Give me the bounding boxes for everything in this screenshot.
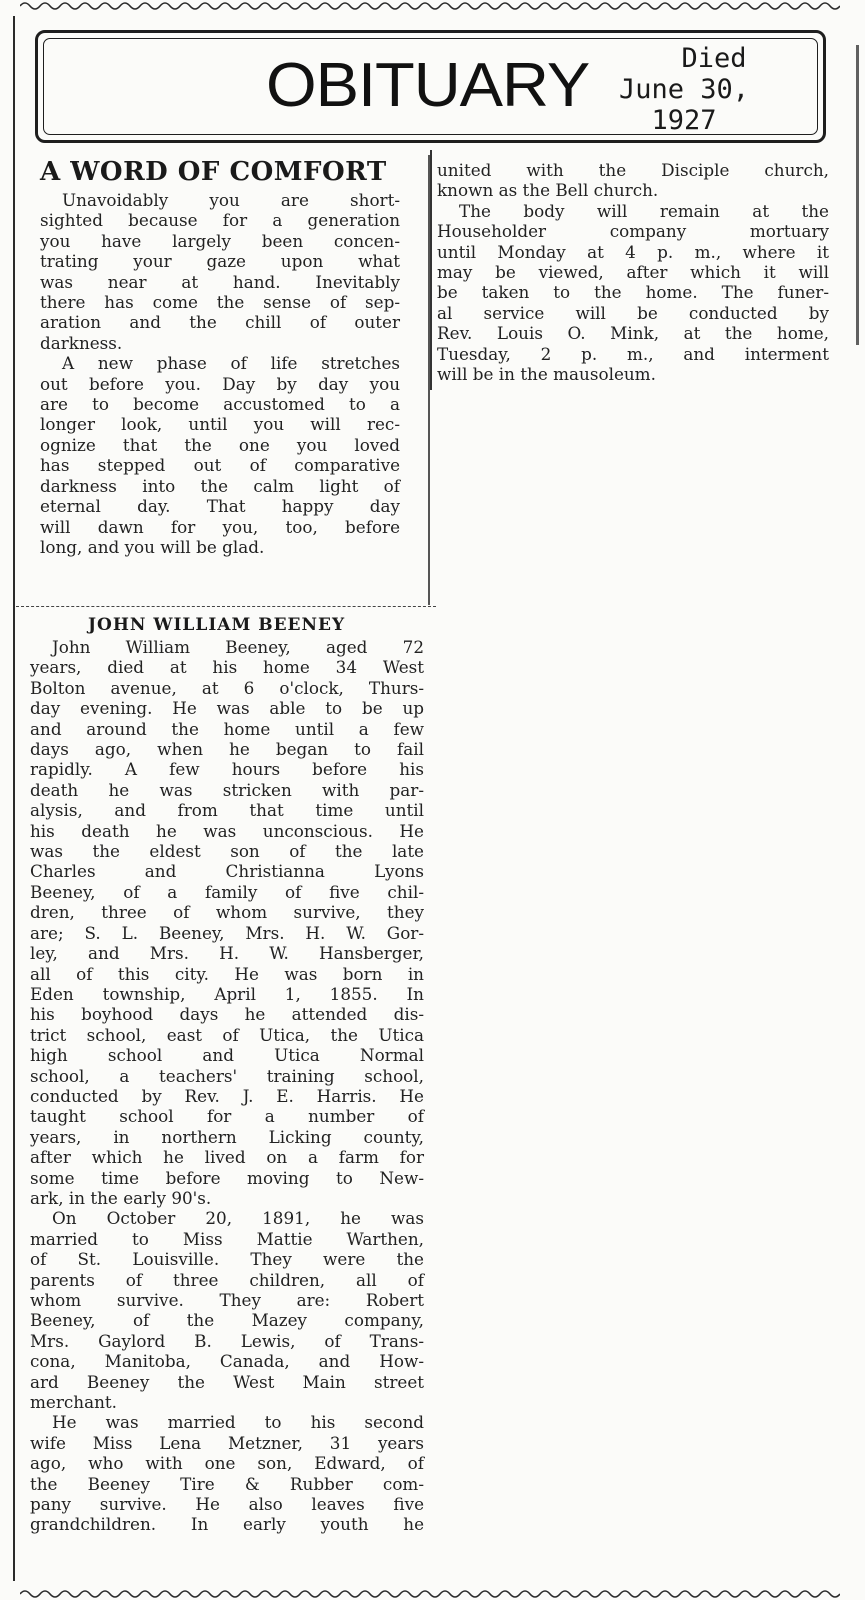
died-label: Died: [681, 43, 747, 74]
text-line: death he was stricken with par-: [30, 779, 424, 800]
masthead-title: OBITUARY: [266, 51, 590, 120]
text-line: all of this city. He was born in: [30, 963, 424, 984]
text-line: has stepped out of comparative: [40, 455, 400, 476]
text-line: He was married to his second: [52, 1412, 424, 1433]
text-line: of St. Louisville. They were the: [30, 1249, 424, 1270]
text-line: whom survive. They are: Robert: [30, 1290, 424, 1310]
column-divider: [430, 150, 432, 390]
text-line: darkness into the calm light of: [40, 475, 400, 496]
text-line: Eden township, April 1, 1855. In: [30, 983, 424, 1004]
died-date: June 30,: [618, 74, 750, 105]
text-line: aration and the chill of outer: [40, 312, 400, 333]
text-line: The body will remain at the: [459, 200, 829, 221]
left-column-rule: [13, 16, 15, 1581]
text-line: out before you. Day by day you: [40, 373, 400, 394]
text-line: eternal day. That happy day: [40, 496, 400, 517]
text-line: Beeney, of the Mazey company,: [30, 1310, 424, 1331]
beeney-continuation: [437, 160, 829, 384]
text-line: until Monday at 4 p. m., where it: [437, 241, 829, 262]
text-line: will be in the mausoleum.: [437, 364, 656, 385]
text-line: grandchildren. In early youth he: [30, 1514, 424, 1535]
obituary-masthead: [35, 30, 826, 143]
text-line: dren, three of whom survive, they: [30, 902, 424, 923]
text-line: alysis, and from that time until: [30, 800, 424, 821]
text-line: ark, in the early 90's.: [30, 1187, 212, 1208]
text-line: was the eldest son of the late: [30, 841, 424, 862]
text-line: Beeney, of a family of five chil-: [30, 881, 424, 902]
text-line: some time before moving to New-: [30, 1167, 424, 1188]
died-year: 1927: [651, 105, 717, 136]
text-line: married to Miss Mattie Warthen,: [30, 1228, 424, 1249]
text-line: after which he lived on a farm for: [30, 1147, 424, 1168]
text-line: may be viewed, after which it will: [437, 262, 829, 283]
beeney-heading: JOHN WILLIAM BEENEY: [88, 615, 346, 635]
section-divider: [16, 606, 436, 607]
text-line: taught school for a number of: [30, 1106, 424, 1127]
comfort-article: [40, 190, 400, 557]
text-line: darkness.: [40, 332, 123, 353]
text-line: pany survive. He also leaves five: [30, 1494, 424, 1515]
text-line: ley, and Mrs. H. W. Hansberger,: [30, 943, 424, 964]
text-line: rapidly. A few hours before his: [30, 759, 424, 780]
text-line: years, in northern Licking county,: [30, 1126, 424, 1147]
text-line: Householder company mortuary: [437, 221, 829, 242]
text-line: wife Miss Lena Metzner, 31 years: [30, 1432, 424, 1453]
text-line: John William Beeney, aged 72: [52, 637, 424, 657]
text-line: his death he was unconscious. He: [30, 820, 424, 841]
text-line: the Beeney Tire & Rubber com-: [30, 1473, 424, 1494]
column-divider-left: [428, 155, 430, 605]
right-edge-rule: [856, 45, 859, 345]
text-line: Bolton avenue, at 6 o'clock, Thurs-: [30, 677, 424, 698]
text-line: ago, who with one son, Edward, of: [30, 1453, 424, 1474]
text-line: parents of three children, all of: [30, 1269, 424, 1290]
text-line: Mrs. Gaylord B. Lewis, of Trans-: [30, 1330, 424, 1351]
text-line: sighted because for a generation: [40, 210, 400, 231]
text-line: was near at hand. Inevitably: [40, 271, 400, 292]
text-line: you have largely been concen-: [40, 230, 400, 251]
text-line: school, a teachers' training school,: [30, 1065, 424, 1086]
text-line: be taken to the home. The funer-: [437, 282, 829, 303]
text-line: Rev. Louis O. Mink, at the home,: [437, 323, 829, 344]
text-line: al service will be conducted by: [437, 302, 829, 323]
text-line: will dawn for you, too, before: [40, 516, 400, 537]
text-line: conducted by Rev. J. E. Harris. He: [30, 1085, 424, 1106]
died-date-block: [584, 43, 784, 136]
text-line: known as the Bell church.: [437, 180, 659, 201]
top-wavy-rule: [20, 0, 840, 12]
text-line: his boyhood days he attended dis-: [30, 1004, 424, 1025]
text-line: On October 20, 1891, he was: [52, 1208, 424, 1229]
text-line: merchant.: [30, 1392, 117, 1413]
text-line: Tuesday, 2 p. m., and interment: [437, 343, 829, 364]
text-line: years, died at his home 34 West: [30, 657, 424, 678]
text-line: there has come the sense of sep-: [40, 292, 400, 313]
text-line: are; S. L. Beeney, Mrs. H. W. Gor-: [30, 922, 424, 943]
text-line: long, and you will be glad.: [40, 536, 265, 557]
text-line: ard Beeney the West Main street: [30, 1371, 424, 1392]
comfort-heading: A WORD OF COMFORT: [40, 157, 387, 187]
text-line: and around the home until a few: [30, 718, 424, 739]
text-line: high school and Utica Normal: [30, 1045, 424, 1066]
text-line: longer look, until you will rec-: [40, 414, 400, 435]
text-line: day evening. He was able to be up: [30, 698, 424, 719]
beeney-article: [30, 637, 424, 1535]
text-line: are to become accustomed to a: [40, 394, 400, 415]
text-line: A new phase of life stretches: [62, 353, 400, 374]
text-line: Charles and Christianna Lyons: [30, 861, 424, 882]
text-line: cona, Manitoba, Canada, and How-: [30, 1351, 424, 1372]
bottom-wavy-rule: [20, 1588, 840, 1600]
text-line: united with the Disciple church,: [437, 160, 829, 180]
text-line: ognize that the one you loved: [40, 434, 400, 455]
text-line: days ago, when he began to fail: [30, 739, 424, 760]
text-line: Unavoidably you are short-: [62, 190, 400, 210]
text-line: trating your gaze upon what: [40, 251, 400, 272]
text-line: trict school, east of Utica, the Utica: [30, 1024, 424, 1045]
